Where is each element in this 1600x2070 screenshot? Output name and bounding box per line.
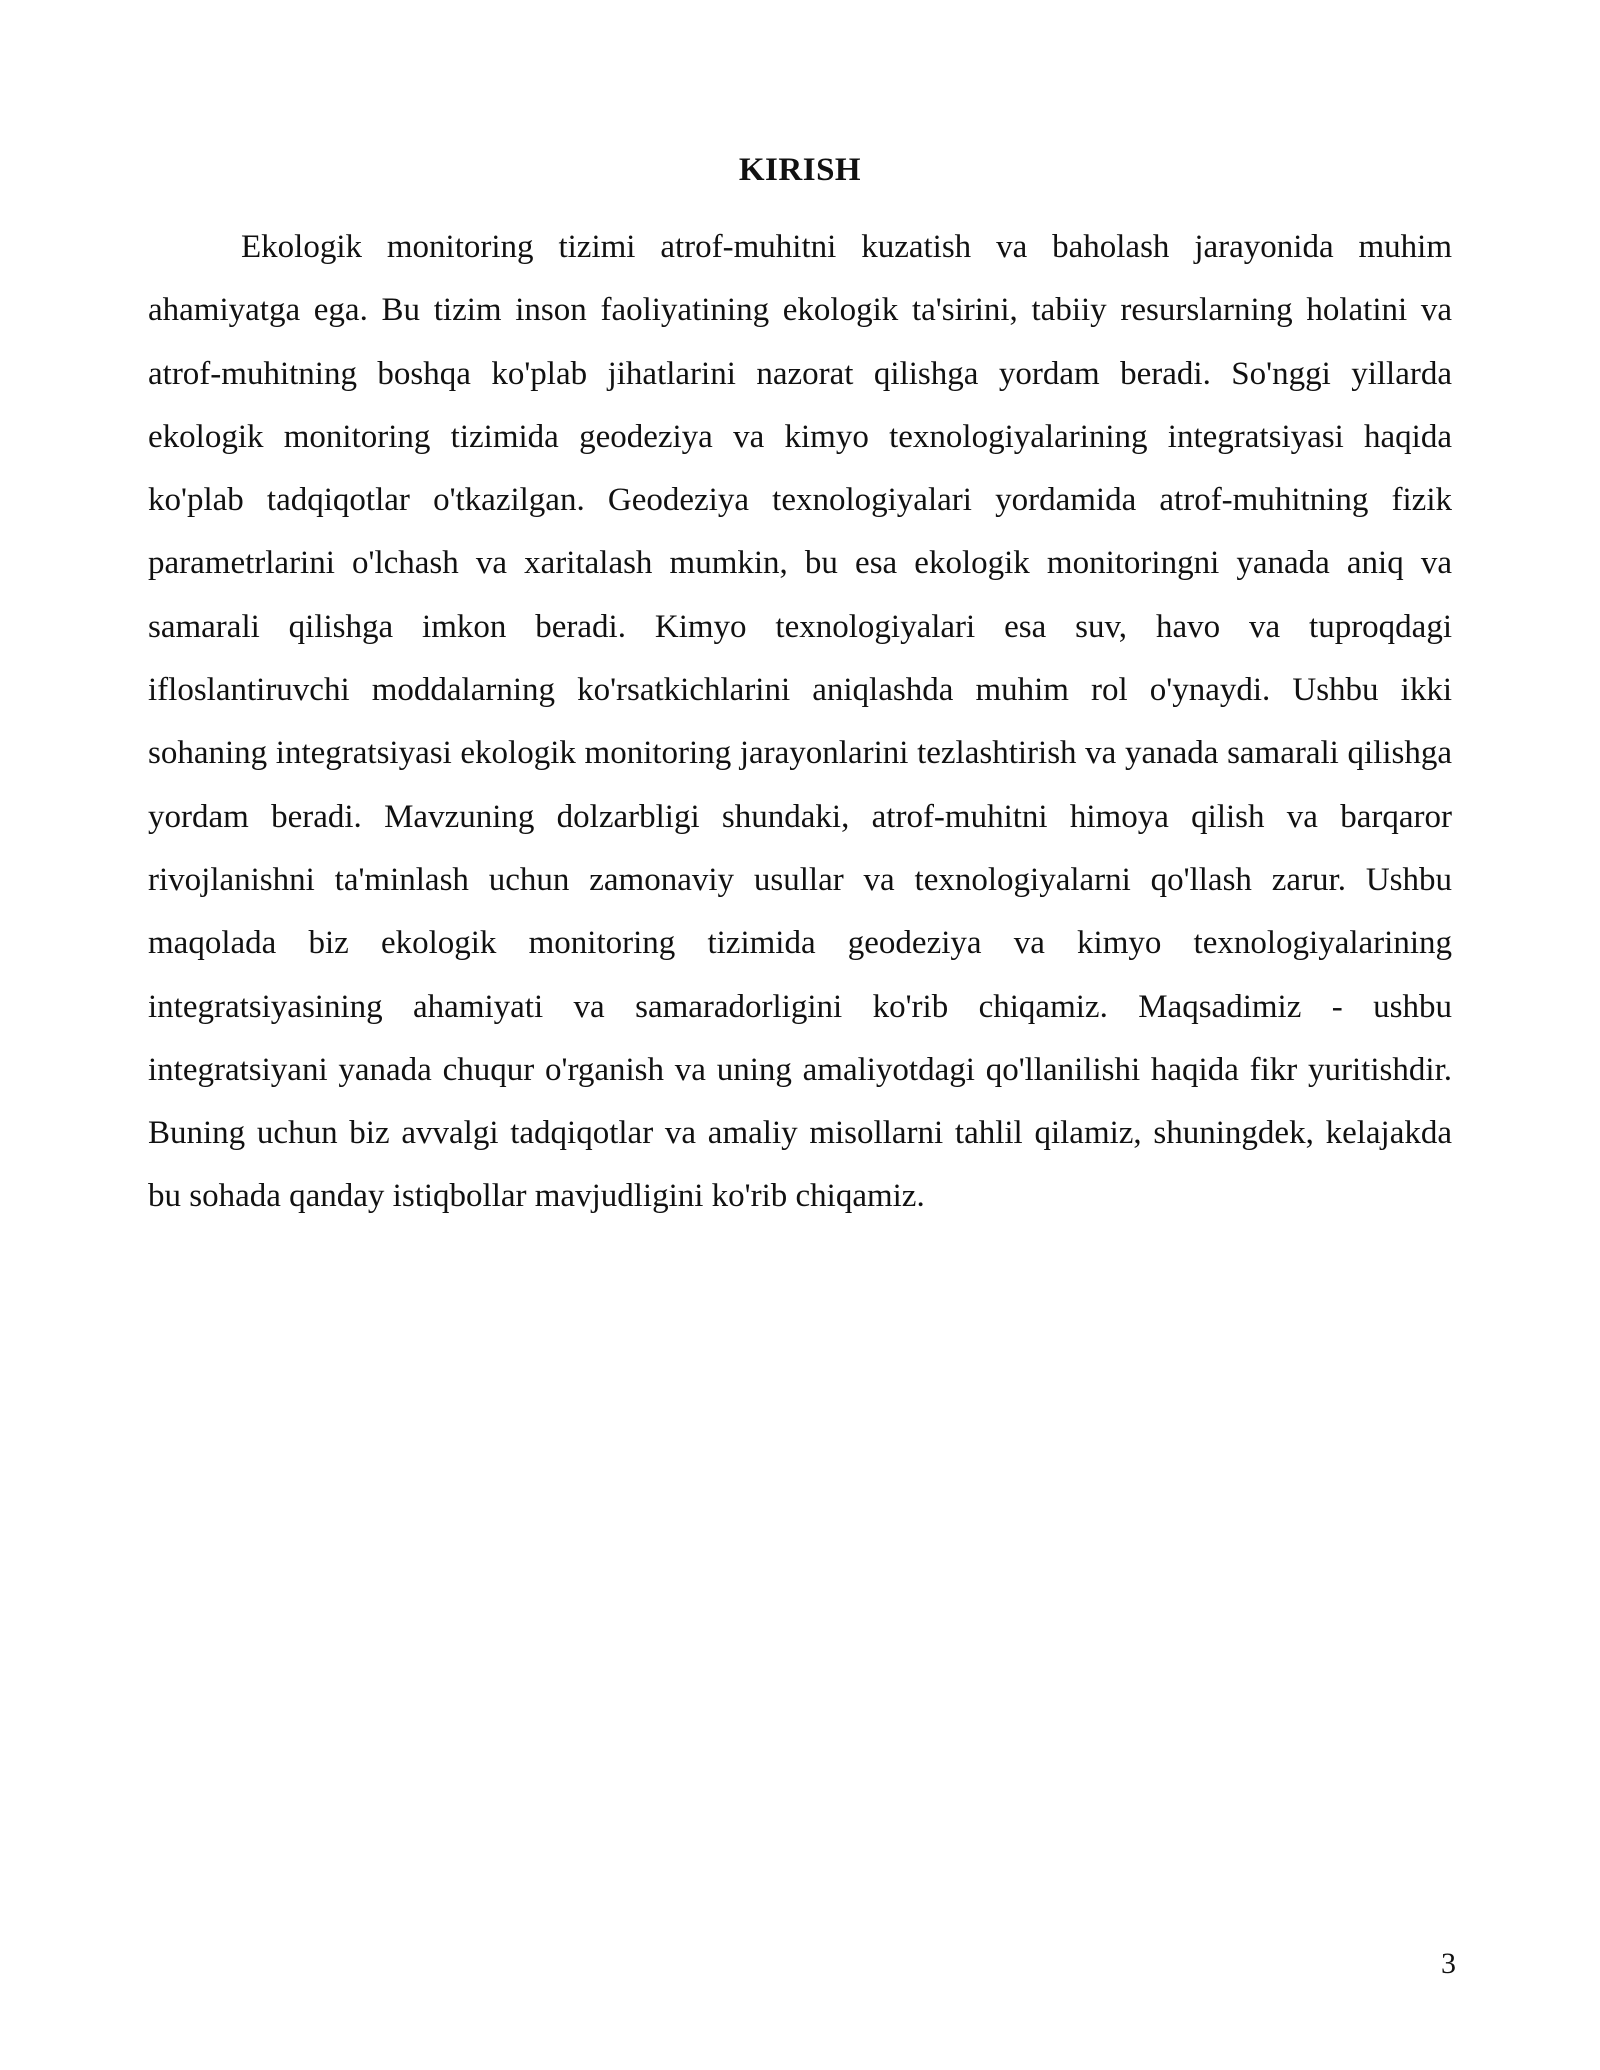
section-heading: KIRISH xyxy=(738,152,862,188)
body-paragraph: Ekologik monitoring tizimi atrof-muhitni kuzatish va baholash jarayonida muhim ahamiyatga ega. Bu tizim inson faoliyatining ekologik ta'sirini, tabiiy resurslarning holatini va atrof-muhitning boshqa ko'plab jihatlarini nazorat qilishga yordam beradi. So'nggi yillarda ekologik monitoring tizimida geodeziya va kimyo texnologiyalarining integratsiyasi haqida ko'plab tadqiqotlar o'tkazilgan. Geodeziya texnologiyalari yordamida atrof-muhitning fizik parametrlarini o'lchash va xaritalash mumkin, bu esa ekologik monitoringni yanada aniq va samarali qilishga imkon beradi. Kimyo texnologiyalari esa suv, havo va tuproqdagi ifloslantiruvchi moddalarning ko'rsatkichlarini aniqlashda muhim rol o'ynaydi. Ushbu ikki sohaning integratsiyasi ekologik monitoring jarayonlarini tezlashtirish va yanada samarali qilishga yordam beradi. Mavzuning dolzarbligi shundaki, atrof-muhitni himoya qilish va barqaror rivojlanishni ta'minlash uchun zamonaviy usullar va texnologiyalarni qo'llash zarur. Ushbu maqolada biz ekologik monitoring tizimida geodeziya va kimyo texnologiyalarining integratsiyasining ahamiyati va samaradorligini ko'rib chiqamiz. Maqsadimiz - ushbu integratsiyani yanada chuqur o'rganish va uning amaliyotdagi qo'llanilishi haqida fikr yuritishdir. Buning uchun biz avvalgi tadqiqotlar va amaliy misollarni tahlil qilamiz, shuningdek, kelajakda bu sohada qanday istiqbollar mavjudligini ko'rib chiqamiz. xyxy=(148,229,1452,1215)
page-number: 3 xyxy=(1441,1947,1456,1980)
